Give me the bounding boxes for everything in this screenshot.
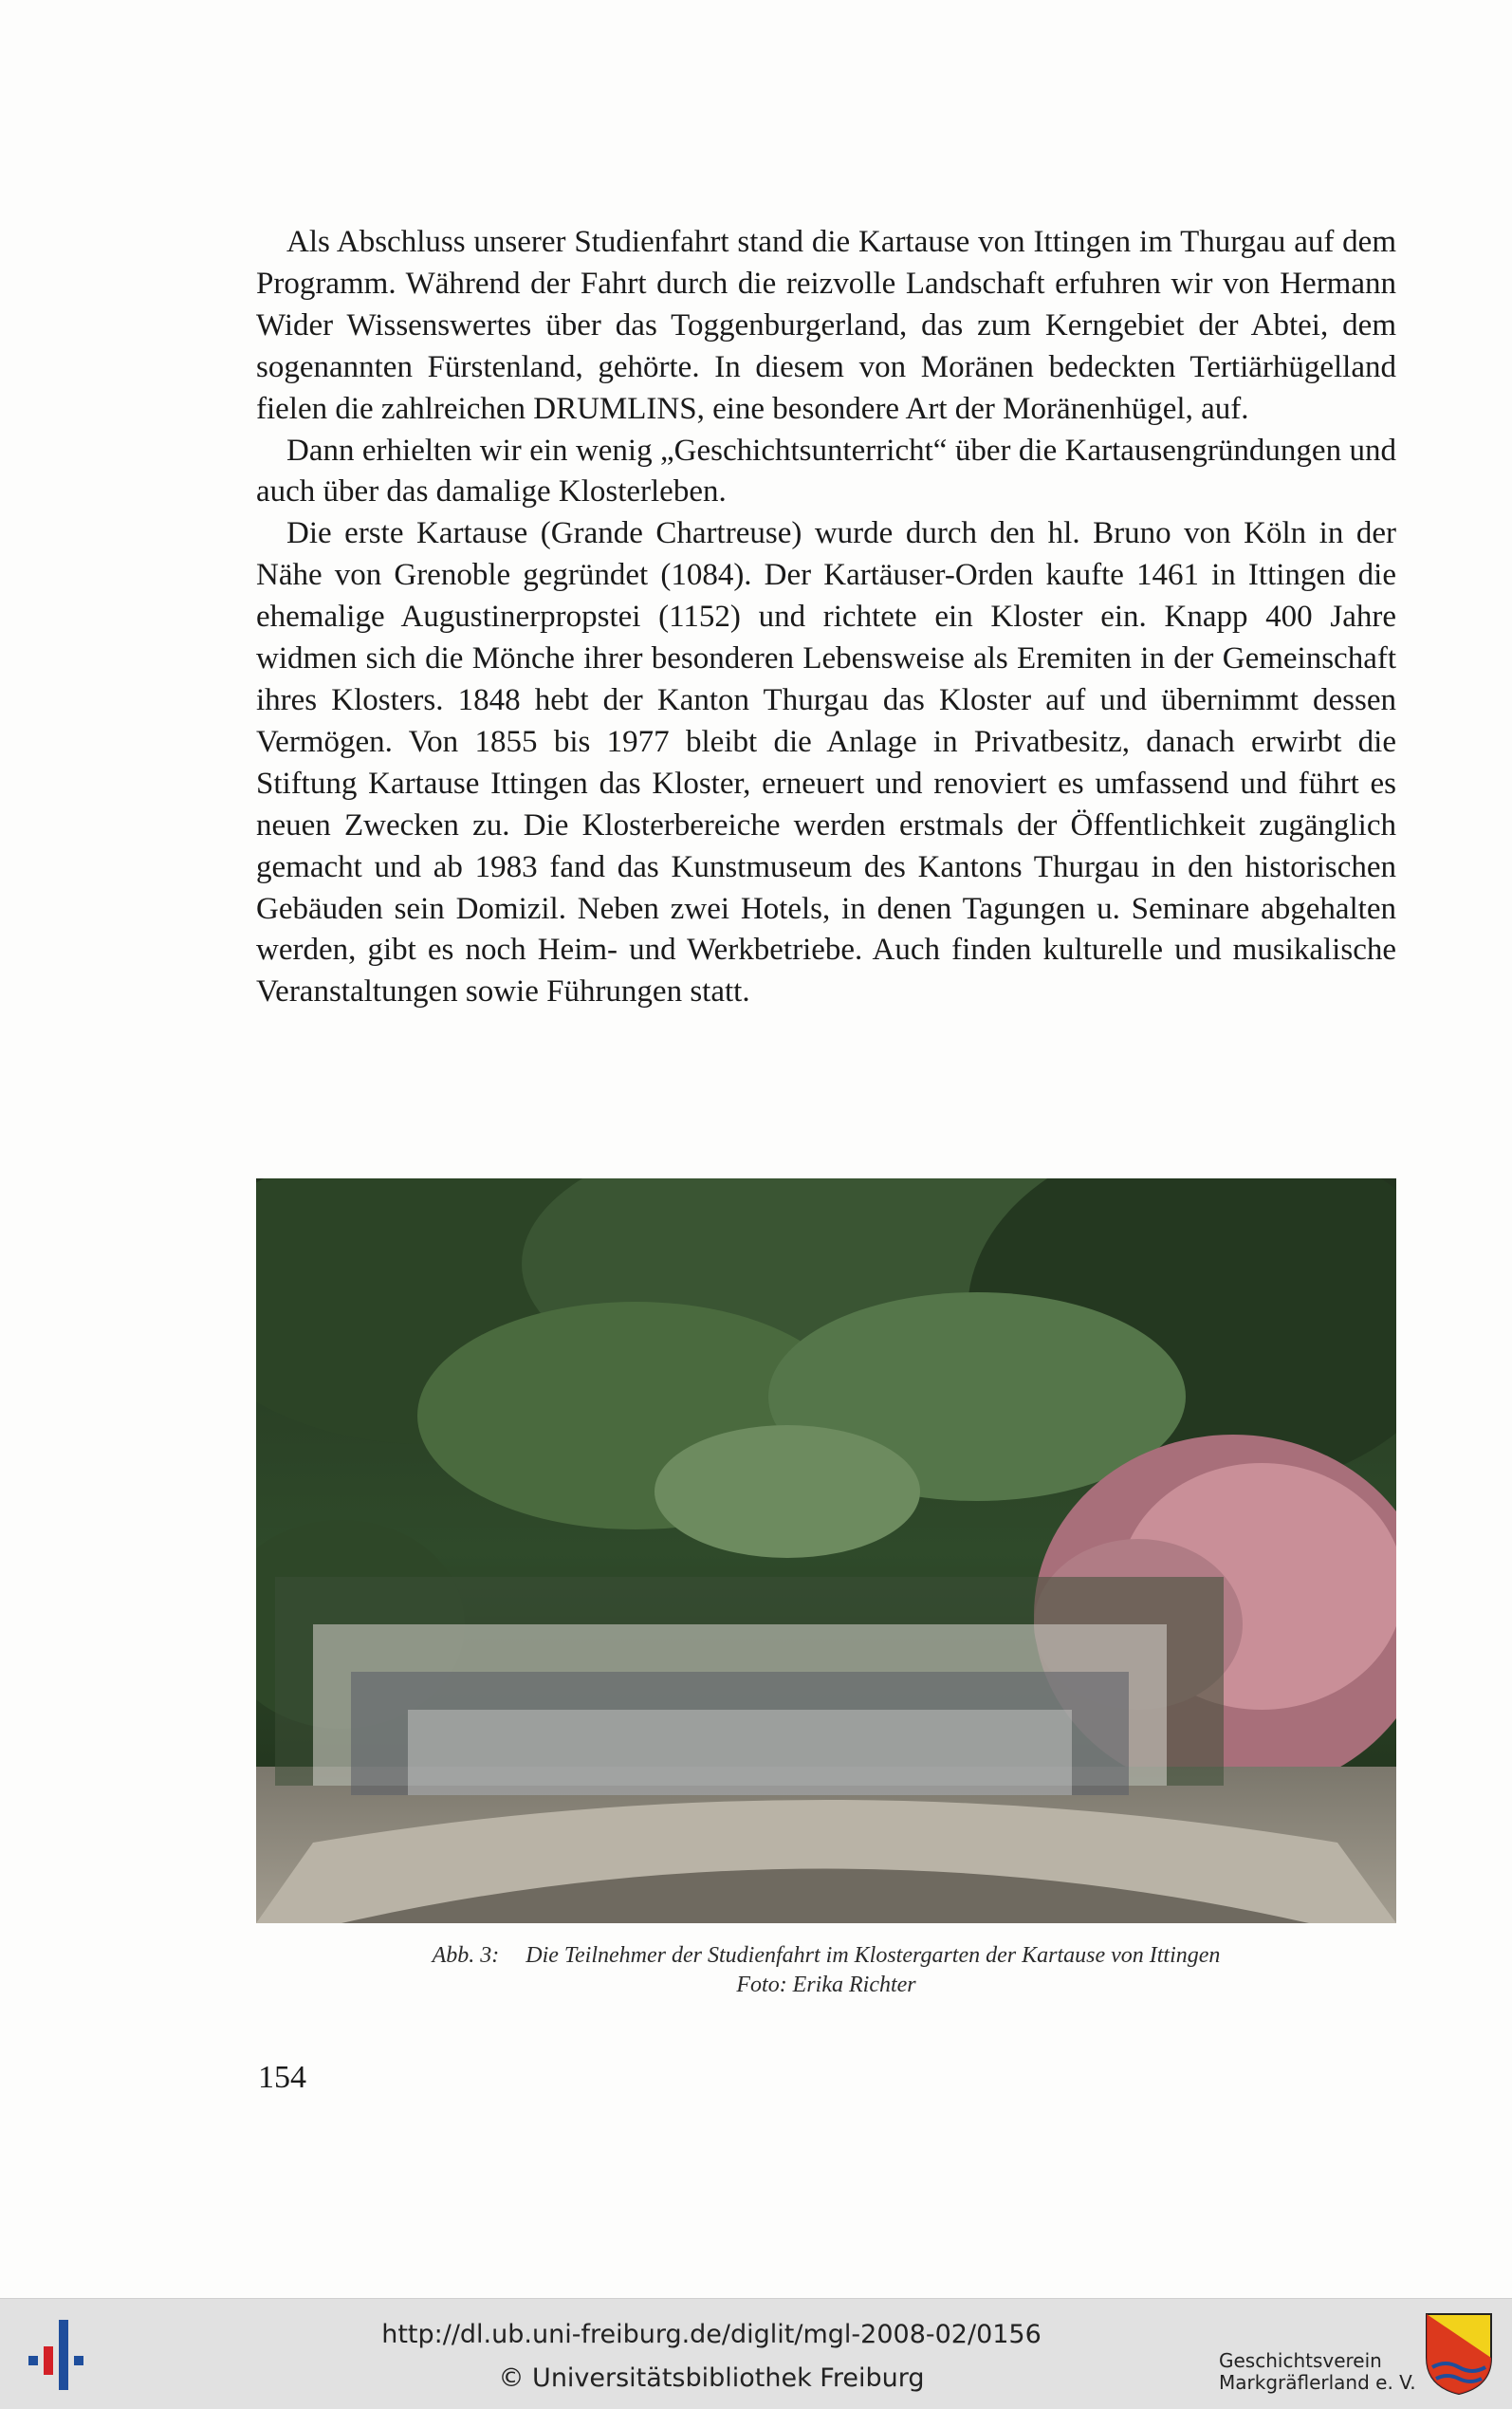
footer-url[interactable]: http://dl.ub.uni-freiburg.de/diglit/mgl-2008-02/0156 [381,2320,1042,2349]
paragraph-3: Die erste Kartause (Grande Chartreuse) wurde durch den hl. Bruno von Köln in der Nähe von Grenoble gegründet (1084). Der Kartäuser-Orden kaufte 1461 in Ittingen die ehemalige Augustinerpropstei (1152) und richtete ein Kloster ein. Knapp 400 Jahre widmen sich die Mönche ihrer besonderen Lebensweise als Eremiten in der Gemeinschaft ihres Klosters. 1848 hebt der Kanton Thurgau das Kloster auf und übernimmt dessen Vermögen. Von 1855 bis 1977 bleibt die Anlage in Privatbesitz, danach erwirbt die Stiftung Kartause Ittingen das Kloster, erneuert und renoviert es umfassend und führt es neuen Zwecken zu. Die Klosterbereiche werden erstmals der Öffentlichkeit zugänglich gemacht und ab 1983 fand das Kunstmuseum des Kantons Thurgau in den historischen Gebäuden sein Domizil. Neben zwei Hotels, in denen Tagungen u. Seminare abgehalten werden, gibt es noch Heim- und Werkbetriebe. Auch finden kulturelle und musikalische Veranstaltungen sowie Führungen statt. [256,516,1396,1010]
figure-caption-text: Die Teilnehmer der Studienfahrt im Klostergarten der Kartause von Ittingen [526,1943,1221,1968]
figure-caption [256,1941,1396,2000]
coat-of-arms-icon [1423,2310,1495,2398]
article-body [256,222,1396,1013]
paragraph-1: Als Abschluss unserer Studienfahrt stand die Kartause von Ittingen im Thurgau auf dem Programm. Während der Fahrt durch die reizvolle Landschaft erfuhren wir von Hermann Wider Wissenswertes über das Toggenburgerland, das zum Kerngebiet der Abtei, dem sogenannten Fürstenland, gehörte. In diesem von Moränen bedeckten Tertiärhügelland fielen die zahlreichen DRUMLINS, eine besondere Art der Moränenhügel, auf. [256,225,1396,426]
society-name-line-1: Geschichtsverein [1219,2349,1382,2372]
paragraph-2: Dann erhielten wir ein wenig „Geschichtsunterricht“ über die Kartausengründungen und auch über das damalige Klosterleben. [256,433,1396,510]
photo-credit: Foto: Erika Richter [736,1973,916,1997]
viewer-footer [0,2298,1512,2409]
group-photo [256,1178,1396,1923]
footer-copyright: © Universitätsbibliothek Freiburg [498,2363,925,2393]
society-name [1219,2350,1416,2394]
page-number: 154 [258,2060,306,2095]
figure-label: Abb. 3: [432,1943,500,1968]
society-name-line-2: Markgräflerland e. V. [1219,2371,1416,2394]
ub-freiburg-logo-icon [19,2314,95,2394]
